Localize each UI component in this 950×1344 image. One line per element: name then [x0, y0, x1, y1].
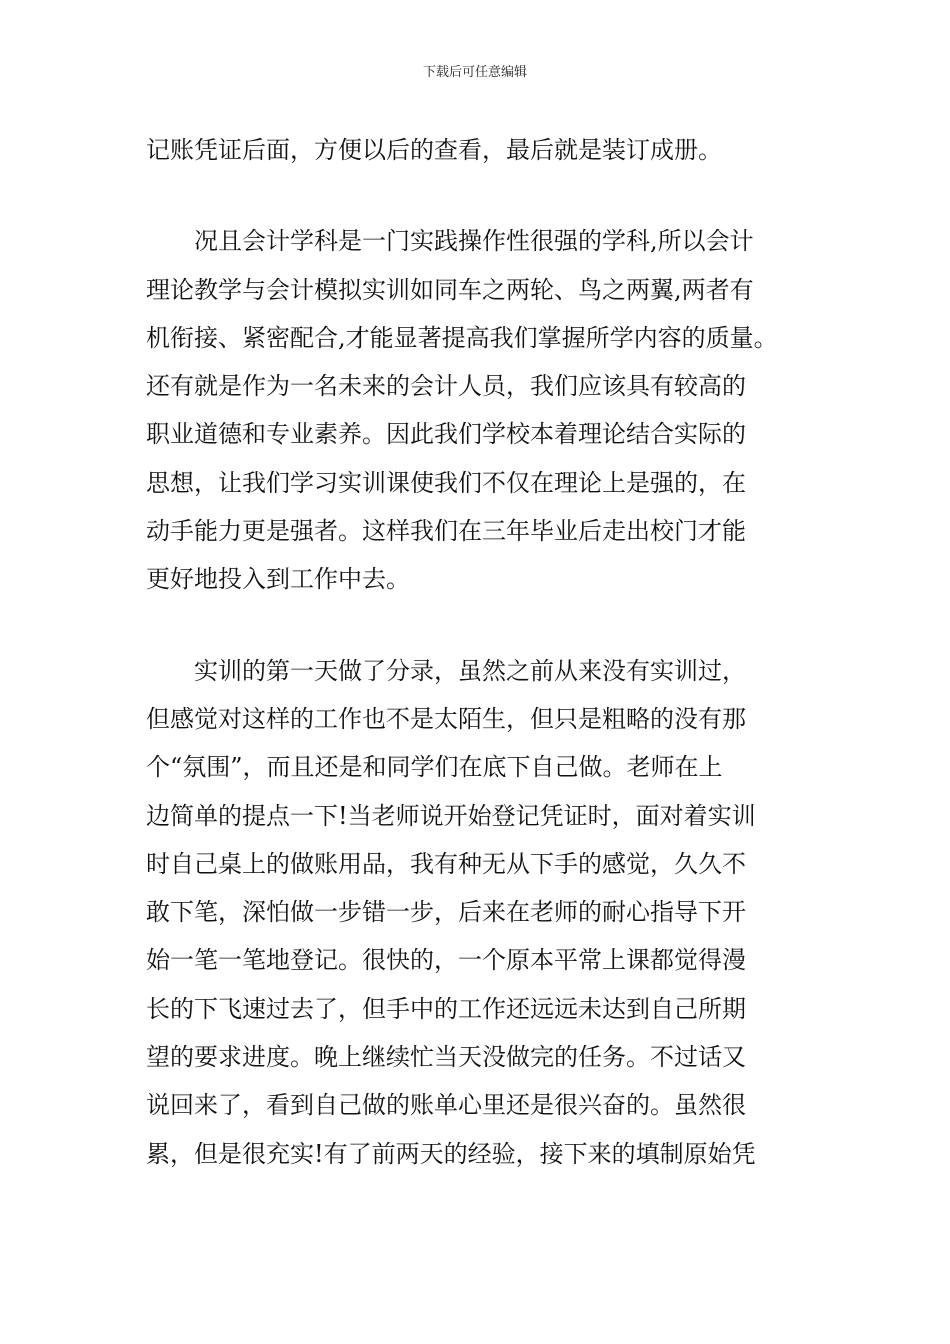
text-line: 况且会计学科是一门实践操作性很强的学科,所以会计 [146, 227, 754, 256]
text-line: 说回来了，看到自己做的账单心里还是很兴奋的。虽然很 [146, 1091, 746, 1120]
text-line: 时自己桌上的做账用品，我有种无从下手的感觉，久久不 [146, 849, 746, 878]
paragraph-3 [146, 647, 810, 1178]
document-body [146, 126, 810, 1178]
paragraph-gap [146, 174, 810, 217]
paragraph-2 [146, 217, 810, 603]
paragraph-gap [146, 604, 810, 647]
text-line: 但感觉对这样的工作也不是太陌生，但只是粗略的没有那 [146, 704, 746, 733]
text-line: 始一笔一笔地登记。很快的，一个原本平常上课都觉得漫 [146, 946, 746, 975]
paragraph-1 [146, 126, 810, 174]
text-line: 职业道德和专业素养。因此我们学校本着理论结合实际的 [146, 420, 746, 449]
text-line: 长的下飞速过去了，但手中的工作还远远未达到自己所期 [146, 994, 746, 1023]
text-line: 记账凭证后面，方便以后的查看，最后就是装订成册。 [146, 136, 722, 164]
page-header: 下载后可任意编辑 [422, 65, 527, 80]
text-line: 更好地投入到工作中去。 [146, 565, 410, 594]
text-line: 敢下笔，深怕做一步错一步，后来在老师的耐心指导下开 [146, 898, 746, 927]
text-line: 累，但是很充实!有了前两天的经验，接下来的填制原始凭 [146, 1139, 756, 1168]
text-line: 理论教学与会计模拟实训如同车之两轮、鸟之两翼,两者有 [146, 275, 754, 304]
text-line: 还有就是作为一名未来的会计人员，我们应该具有较高的 [146, 372, 746, 401]
text-line: 边简单的提点一下!当老师说开始登记凭证时，面对着实训 [146, 801, 756, 830]
text-line: 机衔接、紧密配合,才能显著提高我们掌握所学内容的质量。 [146, 323, 778, 352]
text-line: 实训的第一天做了分录，虽然之前从来没有实训过， [146, 656, 746, 685]
text-line: 动手能力更是强者。这样我们在三年毕业后走出校门才能 [146, 517, 746, 546]
text-line: 个“氛围”，而且还是和同学们在底下自己做。老师在上 [146, 753, 723, 782]
text-line: 思想，让我们学习实训课使我们不仅在理论上是强的，在 [146, 468, 746, 497]
text-line: 望的要求进度。晚上继续忙当天没做完的任务。不过话又 [146, 1043, 746, 1072]
